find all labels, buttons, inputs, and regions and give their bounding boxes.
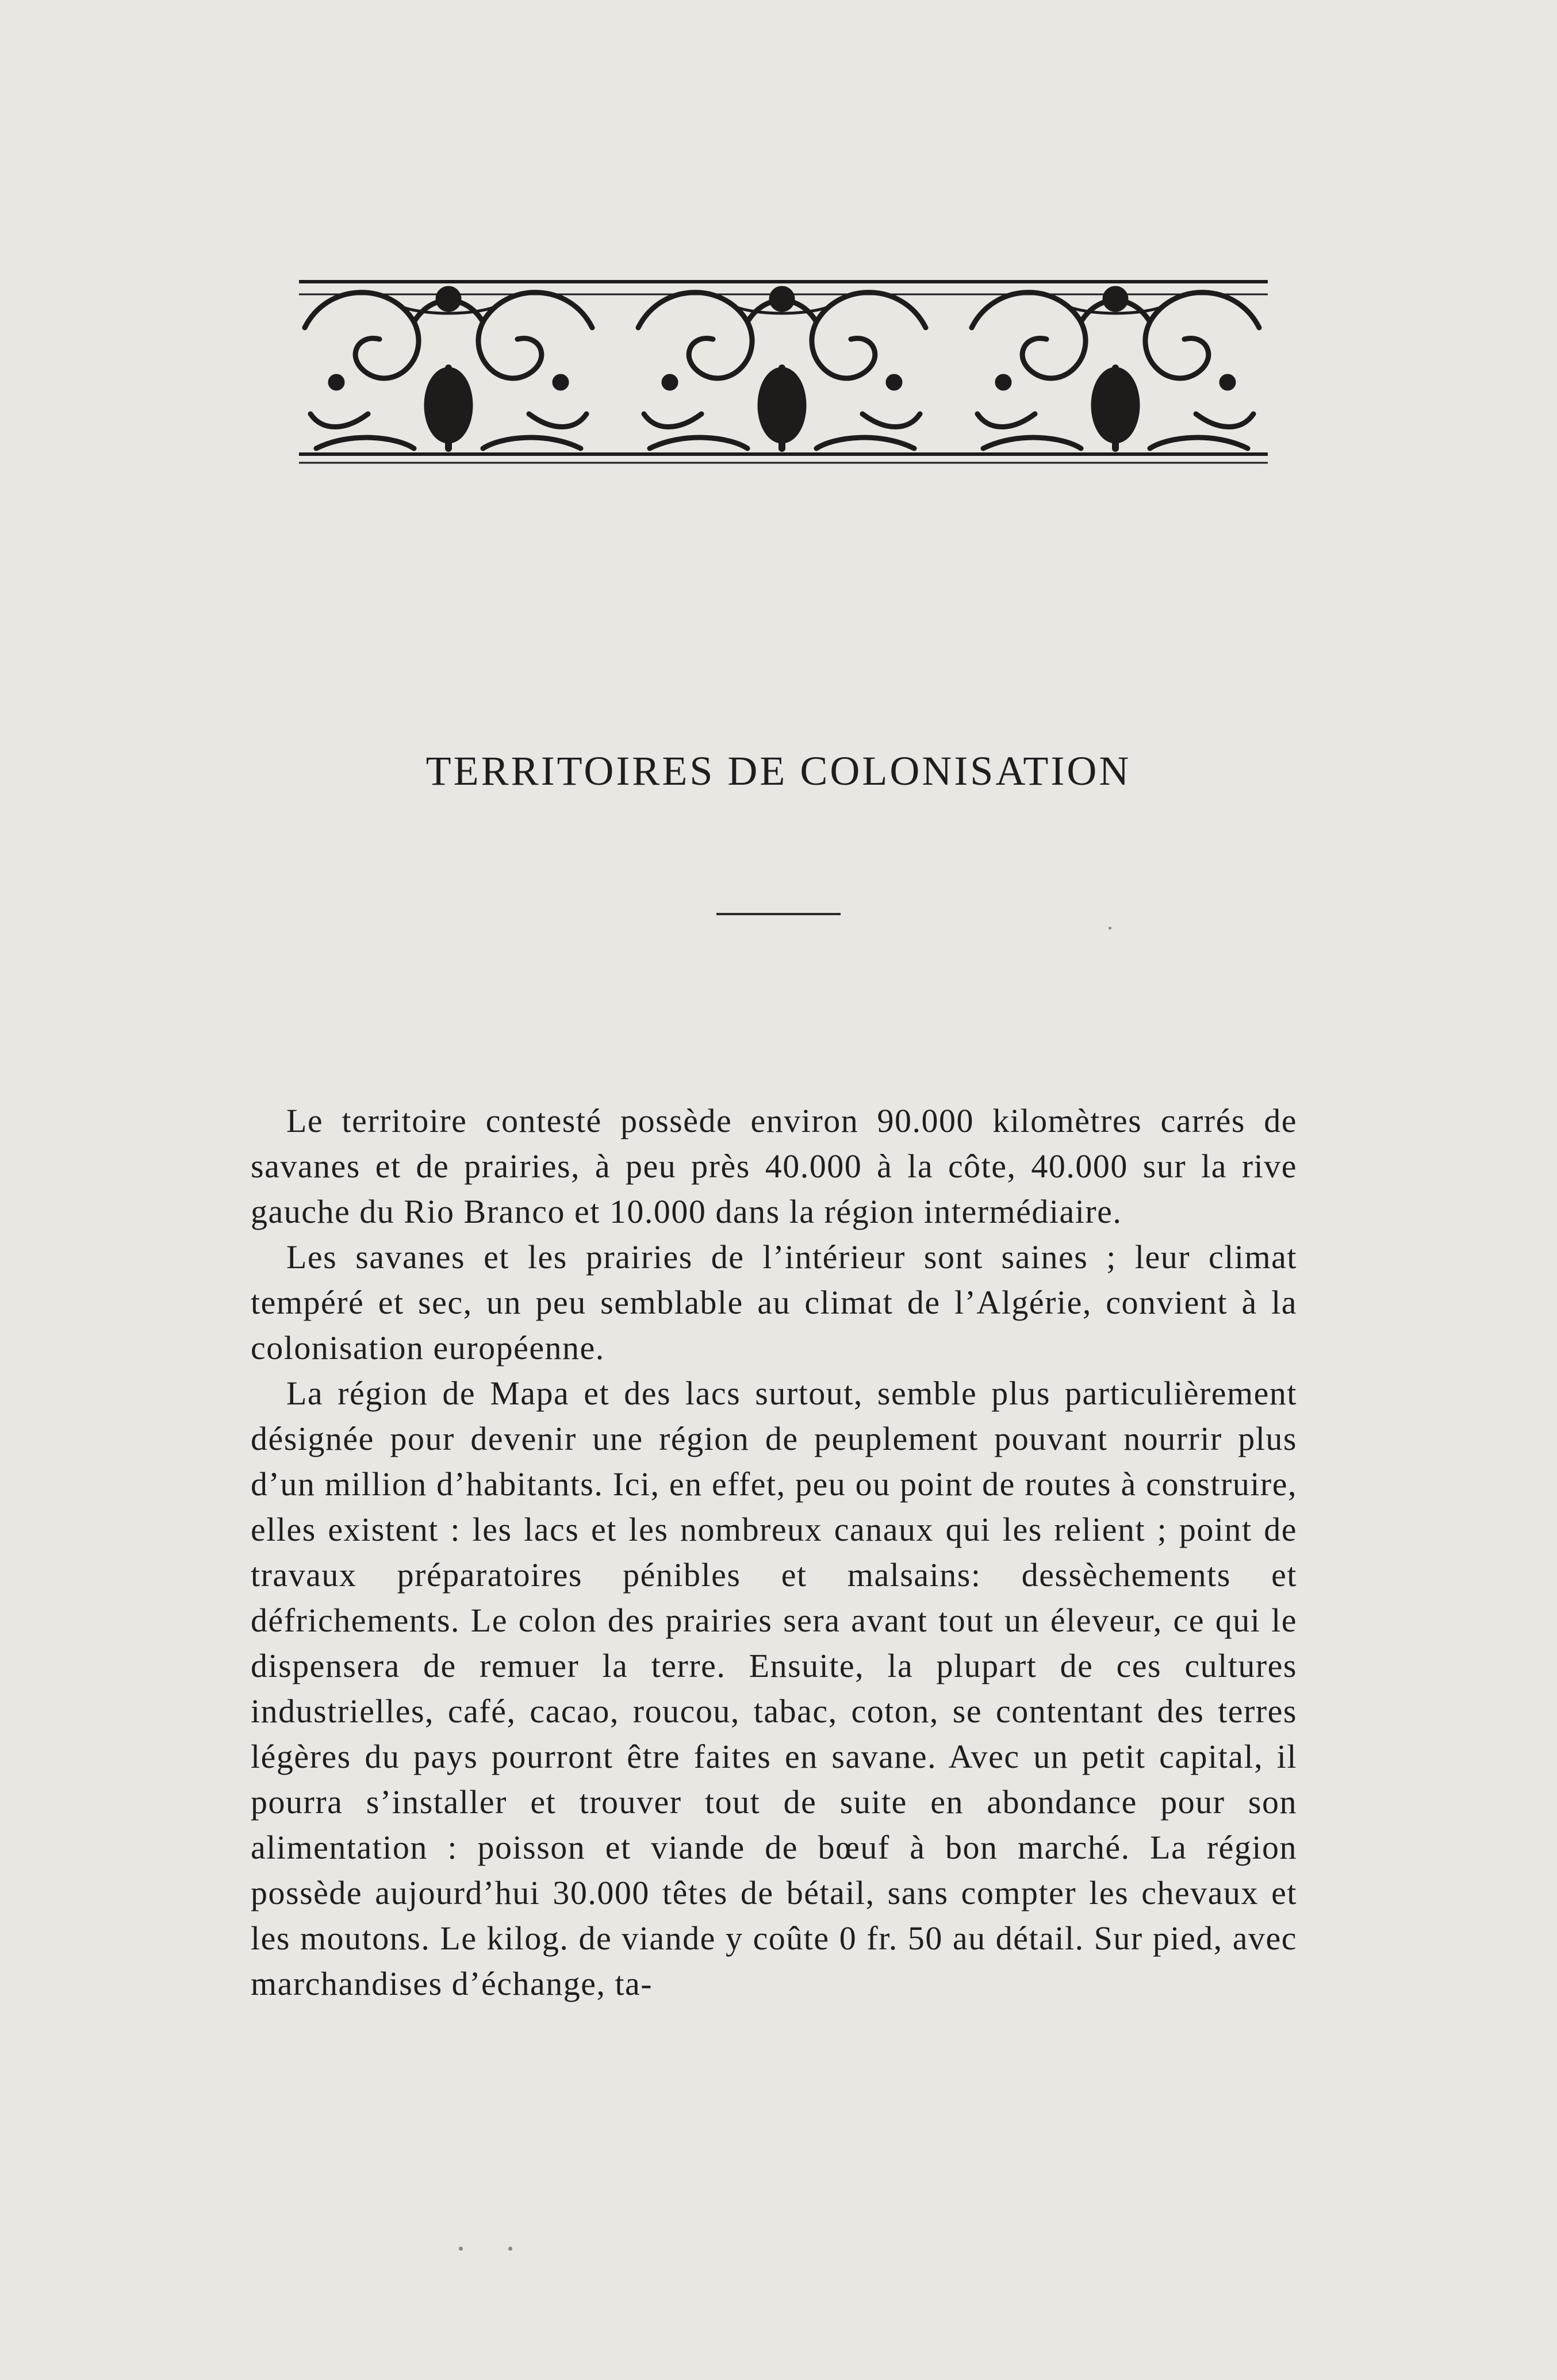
paper-speck [508, 2247, 512, 2251]
paragraph: Les savanes et les prairies de l’intérieur sont saines ; leur climat tempéré et sec, un peu semblable au climat de l’Algérie, convient à la colonisation européenne. [251, 1238, 1297, 1366]
page-title: TERRITOIRES DE COLONISATION [425, 748, 1132, 794]
paper-speck [459, 2247, 463, 2251]
title-divider [716, 913, 841, 915]
decorative-headpiece-icon [282, 259, 1285, 471]
paper-speck [1109, 927, 1111, 930]
paragraph: La région de Mapa et des lacs surtout, semble plus particulièrement désignée pour devenir une région de peuplement pouvant nourrir plus d’un million d’habitants. Ici, en effet, peu ou point de routes à construire, elles existent : les lacs et les nombreux canaux qui les relient ; point de travaux préparatoires pénibles et malsains: dessèchements et défrichements. Le colon des prairies sera avant tout un éleveur, ce qui le dispensera de remuer la terre. Ensuite, la plupart de ces cultures industrielles, café, cacao, roucou, tabac, coton, se contentant des terres légères du pays pourront être faites en savane. Avec un petit capital, il pourra s’installer et trouver tout de suite en abondance pour son alimentation : poisson et viande de bœuf à bon marché. La région possède aujourd’hui 30.000 têtes de bétail, sans compter les chevaux et les moutons. Le kilog. de viande y coûte 0 fr. 50 au détail. Sur pied, avec marchandises d’échange, ta- [251, 1375, 1297, 2002]
body-text [251, 1098, 1297, 2006]
paragraph: Le territoire contesté possède environ 90.000 kilomètres carrés de savanes et de prairies, à peu près 40.000 à la côte, 40.000 sur la rive gauche du Rio Branco et 10.000 dans la région intermédiaire. [251, 1102, 1297, 1230]
